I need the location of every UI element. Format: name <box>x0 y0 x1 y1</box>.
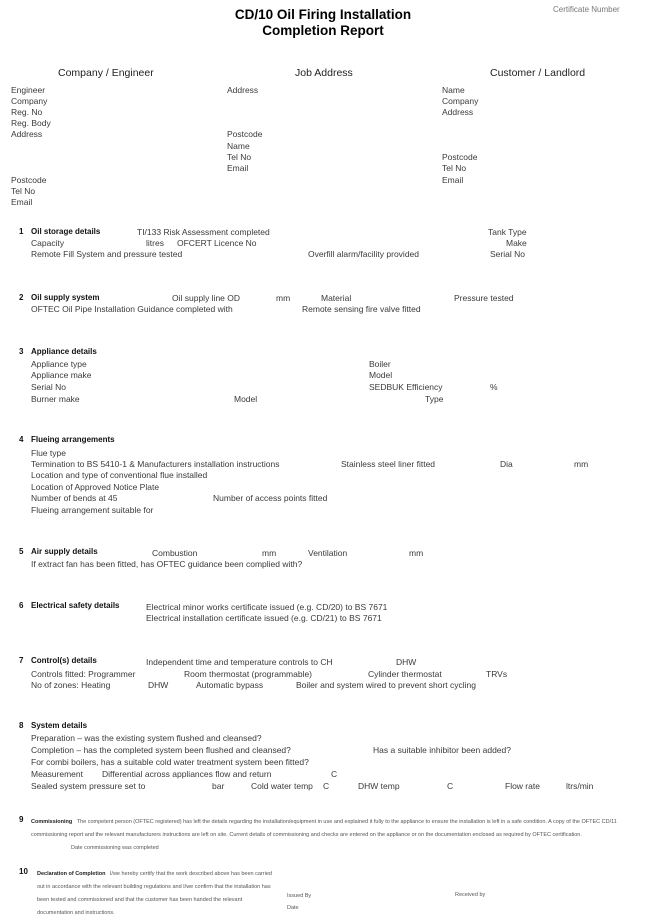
received-by-label: Received by <box>455 892 486 898</box>
short-cycling-label: Boiler and system wired to prevent short cycling <box>296 680 476 690</box>
flow-rate-unit: ltrs/min <box>566 781 594 791</box>
commissioning-block <box>31 814 629 853</box>
section-number: 9 <box>19 815 24 824</box>
reg-no-field-label: Reg. No <box>11 107 43 117</box>
certificate-number-label: Certificate Number <box>553 5 620 14</box>
oil-storage-heading: Oil storage details <box>31 227 101 236</box>
combustion-mm-unit: mm <box>262 548 277 558</box>
extract-fan-label: If extract fan has been fitted, has OFTEC guidance been complied with? <box>31 559 303 569</box>
preparation-label: Preparation – was the existing system flushed and cleansed? <box>31 733 262 743</box>
job-address-heading: Job Address <box>295 67 353 79</box>
cold-water-temp-label: Cold water temp <box>251 781 313 791</box>
section-number: 10 <box>19 867 28 876</box>
job-name-label: Name <box>227 141 250 151</box>
system-details-heading: System details <box>31 721 88 730</box>
section-number: 6 <box>19 601 24 610</box>
controls-fitted-label: Controls fitted: Programmer <box>31 669 136 679</box>
combustion-label: Combustion <box>152 548 198 558</box>
litres-unit: litres <box>146 238 164 248</box>
zones-dhw-label: DHW <box>148 680 169 690</box>
appliance-serial-label: Serial No <box>31 382 66 392</box>
differential-label: Differential across appliances flow and return <box>102 769 272 779</box>
sealed-pressure-label: Sealed system pressure set to <box>31 781 146 791</box>
job-email-label: Email <box>227 163 249 173</box>
customer-tel-label: Tel No <box>442 163 467 173</box>
engineer-field-label: Engineer <box>11 85 46 95</box>
zones-heating-label: No of zones: Heating <box>31 680 111 690</box>
dhw-temp-label: DHW temp <box>358 781 400 791</box>
inhibitor-label: Has a suitable inhibitor been added? <box>373 745 511 755</box>
customer-postcode-label: Postcode <box>442 152 478 162</box>
controls-heading: Control(s) details <box>31 656 97 665</box>
flue-type-label: Flue type <box>31 448 66 458</box>
installation-certificate-label: Electrical installation certificate issued (e.g. CD/21) to BS 7671 <box>146 613 382 623</box>
appliance-make-label: Appliance make <box>31 370 92 380</box>
pressure-tested-label: Pressure tested <box>454 293 514 303</box>
flueing-heading: Flueing arrangements <box>31 435 115 444</box>
document-title-line2: Completion Report <box>262 23 384 38</box>
company-engineer-heading: Company / Engineer <box>58 67 154 79</box>
oil-supply-heading: Oil supply system <box>31 293 100 302</box>
dhw-temp-c-unit: C <box>447 781 454 791</box>
commissioning-date-label: Date commissioning was completed <box>71 845 159 851</box>
risk-assessment-label: TI/133 Risk Assessment completed <box>137 227 270 237</box>
bends-label: Number of bends at 45 <box>31 493 118 503</box>
measurement-label: Measurement <box>31 769 83 779</box>
tank-type-label: Tank Type <box>488 227 527 237</box>
appliance-type-label: Appliance type <box>31 359 87 369</box>
job-postcode-label: Postcode <box>227 129 263 139</box>
declaration-date-label: Date <box>287 905 299 911</box>
remote-fill-label: Remote Fill System and pressure tested <box>31 249 183 259</box>
company-email-label: Email <box>11 197 33 207</box>
overfill-alarm-label: Overfill alarm/facility provided <box>308 249 420 259</box>
declaration-block <box>37 866 277 918</box>
document-title-line1: CD/10 Oil Firing Installation <box>234 7 412 22</box>
company-address-label: Address <box>11 129 43 139</box>
company-postcode-label: Postcode <box>11 175 47 185</box>
reg-body-field-label: Reg. Body <box>11 118 51 128</box>
customer-landlord-heading: Customer / Landlord <box>490 67 586 79</box>
bar-unit: bar <box>212 781 225 791</box>
customer-address-label: Address <box>442 107 474 117</box>
burner-model-label: Model <box>234 394 258 404</box>
flue-suitable-label: Flueing arrangement suitable for <box>31 505 154 515</box>
section-number: 7 <box>19 656 24 665</box>
remote-sensing-label: Remote sensing fire valve fitted <box>302 304 421 314</box>
burner-make-label: Burner make <box>31 394 80 404</box>
oftec-guidance-label: OFTEC Oil Pipe Installation Guidance completed with <box>31 304 233 314</box>
access-points-label: Number of access points fitted <box>213 493 328 503</box>
flow-rate-label: Flow rate <box>505 781 540 791</box>
combi-treatment-label: For combi boilers, has a suitable cold water treatment system been fitted? <box>31 757 309 767</box>
notice-plate-label: Location of Approved Notice Plate <box>31 482 160 492</box>
section-number: 4 <box>19 435 24 444</box>
company-tel-label: Tel No <box>11 186 36 196</box>
minor-works-label: Electrical minor works certificate issued (e.g. CD/20) to BS 7671 <box>146 602 388 612</box>
ventilation-mm-unit: mm <box>409 548 424 558</box>
ventilation-label: Ventilation <box>308 548 348 558</box>
cylinder-thermostat-label: Cylinder thermostat <box>368 669 442 679</box>
cold-water-c-unit: C <box>323 781 330 791</box>
sedbuk-efficiency-label: SEDBUK Efficiency <box>369 382 443 392</box>
job-tel-label: Tel No <box>227 152 252 162</box>
trvs-label: TRVs <box>486 669 508 679</box>
independent-controls-label: Independent time and temperature controls to CH <box>146 657 333 667</box>
commissioning-heading: Commissioning <box>31 819 73 825</box>
completion-flush-label: Completion – has the completed system been flushed and cleansed? <box>31 745 291 755</box>
issued-by-label: Issued By <box>287 893 312 899</box>
controls-dhw-label: DHW <box>396 657 417 667</box>
differential-c-unit: C <box>331 769 338 779</box>
job-address-label: Address <box>227 85 259 95</box>
automatic-bypass-label: Automatic bypass <box>196 680 264 690</box>
dia-label: Dia <box>500 459 513 469</box>
stainless-liner-label: Stainless steel liner fitted <box>341 459 436 469</box>
commissioning-text: The competent person (OFTEC registered) has left the details regarding the installation/equipment in use and explained it fully to the appliance to ensure the installation is left in a safe condition. A copy of the OFTEC CD/11 commissioning report and the relevant manufacturers instructions are left on site. Current details of commissioning and checks are entered on the appliance or on the documentation enclosed as required by OFTEC certification. <box>31 819 617 838</box>
declaration-text: I/we hereby certify that the work described above has been carried out in accordance with the relevant building regulations and I/we confirm that the installation has been tested and commissioned and that the customer has been handed the relevant documentation and instructions. <box>37 871 272 916</box>
burner-type-label: Type <box>425 394 444 404</box>
customer-email-label: Email <box>442 175 464 185</box>
dia-mm-unit: mm <box>574 459 589 469</box>
mm-unit: mm <box>276 293 291 303</box>
section-number: 2 <box>19 293 24 302</box>
section-number: 8 <box>19 721 24 730</box>
company-field-label: Company <box>11 96 48 106</box>
section-number: 3 <box>19 347 24 356</box>
electrical-safety-heading: Electrical safety details <box>31 601 120 610</box>
customer-company-label: Company <box>442 96 479 106</box>
material-label: Material <box>321 293 352 303</box>
serial-no-label: Serial No <box>490 249 525 259</box>
termination-label: Termination to BS 5410-1 & Manufacturers installation instructions <box>31 459 280 469</box>
air-supply-heading: Air supply details <box>31 547 98 556</box>
section-number: 5 <box>19 547 24 556</box>
customer-name-label: Name <box>442 85 465 95</box>
ofcert-licence-label: OFCERT Licence No <box>177 238 257 248</box>
make-label: Make <box>506 238 527 248</box>
declaration-heading: Declaration of Completion <box>37 871 106 877</box>
capacity-label: Capacity <box>31 238 65 248</box>
oil-supply-line-label: Oil supply line OD <box>172 293 241 303</box>
section-number: 1 <box>19 227 24 236</box>
room-thermostat-label: Room thermostat (programmable) <box>184 669 313 679</box>
appliance-details-heading: Appliance details <box>31 347 97 356</box>
location-type-label: Location and type of conventional flue installed <box>31 470 208 480</box>
boiler-label: Boiler <box>369 359 391 369</box>
model-label: Model <box>369 370 393 380</box>
percent-unit: % <box>490 382 498 392</box>
